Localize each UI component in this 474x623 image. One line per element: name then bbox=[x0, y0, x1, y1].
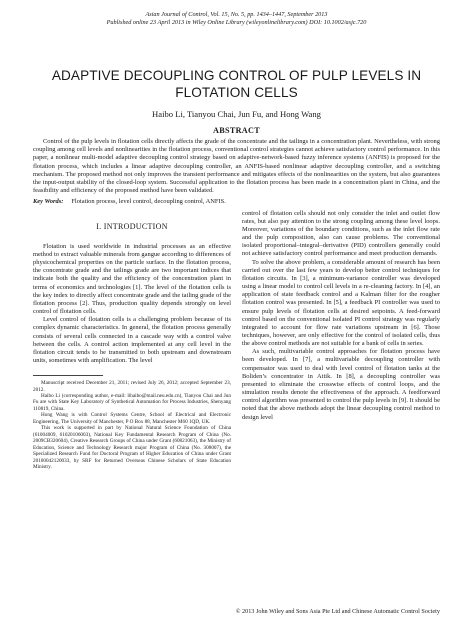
section-heading-introduction: I. INTRODUCTION bbox=[96, 221, 168, 231]
footnote-coauthor-affiliation: Hong Wang is with Control Systems Centre, School of Electrical and Electronic Engineering, The University of Manchester, P O Box 88, Manchester M60 1QD, UK. bbox=[33, 412, 231, 425]
author-list: Haibo Li, Tianyou Chai, Jun Fu, and Hong Wang bbox=[152, 109, 321, 119]
footnote-author-affiliation: Haibo Li (corresponding author, e-mail: lihaibo@mail.neu.edu.cn), Tianyou Chai and Jun Fu are with State Key Laboratory of Synthetical Automation for Process Industries, Shenyang 110819, China. bbox=[33, 393, 231, 412]
abstract-heading: ABSTRACT bbox=[213, 126, 260, 135]
intro-paragraph-1: Flotation is used worldwide in industrial processes as an effective method to extract valuable minerals from gangue according to differences of physicochemical properties on the particle surface. In the flotation process, the concentrate grade and the tailings grade are two important indices that indicate both the quality and the efficiency of the concentration plant in terms of economics and technologies [1]. The level of the flotation cells is the key index to directly affect concentrate grade and the tailing grade of the flotation process [2]. Thus, production quality depends strongly on level control of flotation cells. bbox=[33, 242, 231, 316]
journal-header bbox=[33, 0, 440, 27]
keywords-label: Key Words: bbox=[33, 198, 64, 206]
abstract-text: Control of the pulp levels in flotation cells directly affects the grade of the concentrate and the tailings in a concentration plant. Nevertheless, with strong coupling among cell levels and nonlinearities in the flotation process, conventional control strategies cannot achieve satisfactory control performance. In this paper, a nonlinear multi-model adaptive decoupling control strategy based on adaptive-network-based fuzzy inference systems (ANFIS) is proposed for the flotation process, which includes a linear adaptive decoupling controller, an ANFIS-based nonlinear adaptive decoupling controller, and a switching mechanism. The proposed method not only improves the transient performance and mitigates effects of the nonlinearities on the system, but also guarantees the input-output stability of the closed-loop system. Successful application to the flotation process has been made in a concentration plant in China, and the feasibility and efficiency of the proposed method have been validated. bbox=[33, 138, 440, 195]
body-columns bbox=[33, 210, 440, 471]
journal-publication-info: Published online 23 April 2013 in Wiley Online Library (wileyonlinelibrary.com) DOI: 10.1002/asjc.720 bbox=[106, 19, 367, 26]
left-column bbox=[33, 210, 231, 471]
right-paragraph-2: To solve the above problem, a considerable amount of research has been carried out over the last few years to develop better control techniques for flotation circuits. In [3], a minimum-variance controller was developed using a linear model to control cell levels in a re-cleaning factory. In [4], an application of state feedback control and a Kalman filter for the rougher flotation control was presented. In [5], a feedback PI controller was used to ensure pulp levels of flotation cells at desired setpoints. A feed-forward control based on the conventional isolated PI control strategy was regularly integrated to account for flow rate variations upstream in [6]. Those techniques, however, are only effective for the control of isolated cells, thus the above control methods are not suitable for a bank of cells in series. bbox=[242, 258, 440, 348]
footnote-manuscript: Manuscript received December 21, 2011; revised July 26, 2012; accepted September 23, 2012. bbox=[33, 380, 231, 393]
footnote-funding: This work is supported in part by National Natural Science Foundation of China (61004009, 61020106003), National Key Fundamental Research Program of China (No. 2009CB320604), Creative Research Groups of China under Grant (60821063), the Ministry of Education, Science and Technology Research major Program of China (No. 308007), the Specialized Research Fund for Doctoral Program of Higher Education of China under Grant 20100042120033, by SRF for Returned Overseas Chinese Scholars of State Education Ministry. bbox=[33, 425, 231, 471]
footnote-divider bbox=[33, 375, 103, 376]
paper-title bbox=[33, 67, 440, 101]
right-paragraph-1: control of flotation cells should not only consider the inlet and outlet flow rates, but also pay attention to the strong coupling among these level loops. Moreover, variations of the boundary conditions, such as the inlet flow rate and the pulp composition, also can cause problems. The conventional isolated proportional–integral–derivative (PID) controllers generally could not achieve satisfactory control performance and meet production demands. bbox=[242, 209, 440, 258]
copyright-notice: © 2013 John Wiley and Sons Asia Pte Ltd and Chinese Automatic Control Society bbox=[235, 608, 440, 615]
paper-title-line-2: FLOTATION CELLS bbox=[175, 85, 298, 100]
keywords-text: Flotation process, level control, decoupling control, ANFIS. bbox=[71, 198, 226, 206]
journal-citation: Asian Journal of Control, Vol. 15, No. 5, pp. 1434–1447, September 2013 bbox=[145, 11, 328, 18]
right-column bbox=[242, 210, 440, 471]
paper-title-line-1: ADAPTIVE DECOUPLING CONTROL OF PULP LEVELS IN bbox=[51, 68, 422, 83]
intro-paragraph-2: Level control of flotation cells is a challenging problem because of its complex dynamic characteristics. In general, the flotation process generally consists of several cells connected in a cascade way with a control valve between the cells. A control action implemented at any cell level in the flotation circuit tends to be transmitted to both upstream and downstream units, sometimes with amplification. The level bbox=[33, 316, 231, 364]
right-paragraph-3: As such, multivariable control approaches for flotation process have been developed. In [7], a multivariable decoupling controller with compensator was used to deal with level control of flotation tanks at the Boliden’s concentrator in Aitik. In [8], a decoupling controller was presented to eliminate the crosswise effects of control loops, and the simulation results denote the effectiveness of the approach. A feedforward control algorithm was presented to control the pulp levels in [9]. It should be noted that the above methods adopt the linear decoupling control method to design level bbox=[242, 348, 440, 421]
footnotes bbox=[33, 380, 231, 470]
keywords bbox=[33, 198, 440, 206]
